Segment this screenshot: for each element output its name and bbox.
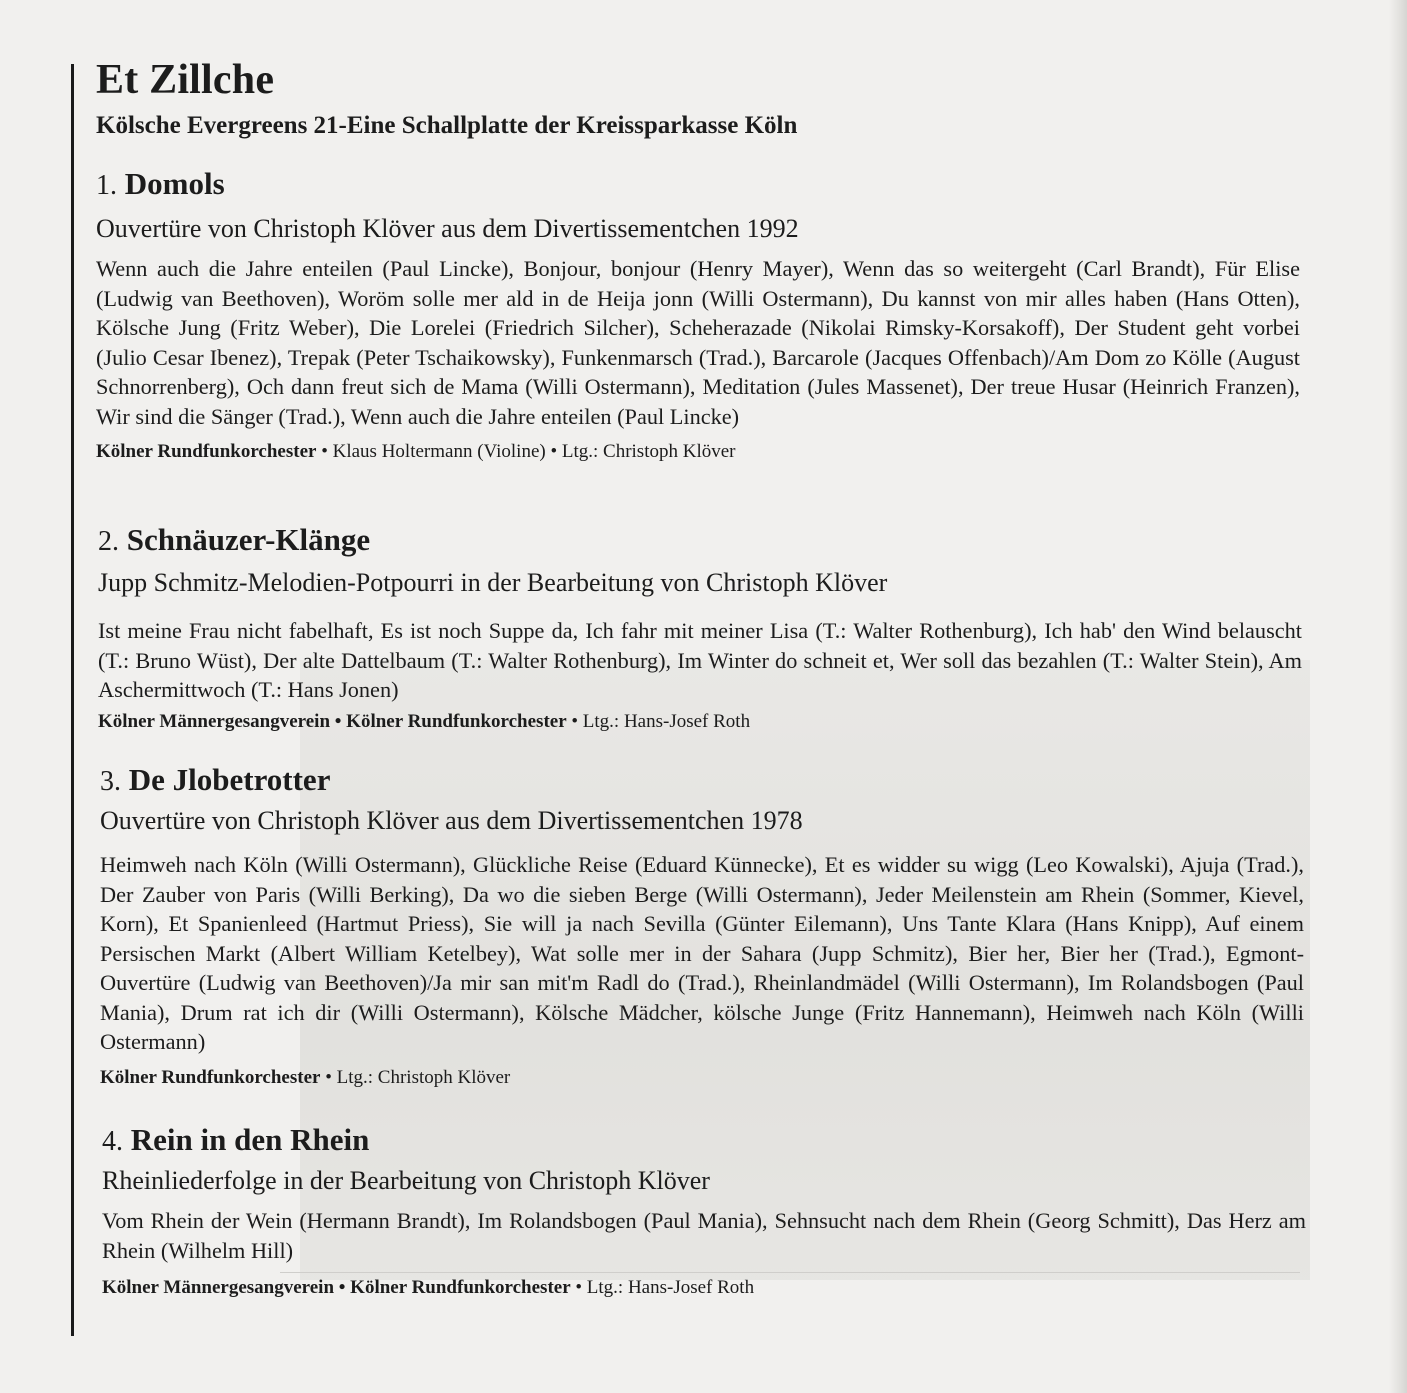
credits-details: • Ltg.: Hans-Josef Roth	[570, 1277, 755, 1298]
track-credits	[100, 1065, 1304, 1091]
booklet-page	[96, 54, 1306, 1298]
track-medley-list: Wenn auch die Jahre enteilen (Paul Lincke), Bonjour, bonjour (Henry Mayer), Wenn das so weitergeht (Carl Brandt), Für Elise (Ludwig van Beethoven), Woröm solle mer ald in de Heija jonn (Willi Ostermann), Du kannst von mir alles haben (Hans Otten), Kölsche Jung (Fritz Weber), Die Lorelei (Friedrich Silcher), Scheherazade (Nikolai Rimsky-Korsakoff), Der Student geht vorbei (Julio Cesar Ibenez), Trepak (Peter Tschaikowsky), Funkenmarsch (Trad.), Barcarole (Jacques Offenbach)/Am Dom zo Kölle (August Schnorrenberg), Och dann freut sich de Mama (Willi Ostermann), Meditation (Jules Massenet), Der treue Husar (Heinrich Franzen), Wir sind die Sänger (Trad.), Wenn auch die Jahre enteilen (Paul Lincke)	[96, 256, 1300, 429]
track-medley-list: Vom Rhein der Wein (Hermann Brandt), Im Rolandsbogen (Paul Mania), Sehnsucht nach dem Rhein (Georg Schmitt), Das Herz am Rhein (Wilhelm Hill)	[102, 1208, 1306, 1263]
credits-details: • Ltg.: Christoph Klöver	[320, 1066, 511, 1088]
track-1	[96, 164, 1300, 465]
credits-performers: Kölner Männergesangverein • Kölner Rundfunkorchester	[102, 1277, 571, 1298]
track-heading	[96, 164, 1300, 206]
track-number: 3.	[100, 766, 121, 797]
track-name: Rein in den Rhein	[130, 1122, 370, 1157]
track-2	[98, 520, 1302, 735]
page-title: Et Zillche	[96, 57, 275, 103]
track-subtitle: Rheinliederfolge in der Bearbeitung von Christoph Klöver	[102, 1166, 710, 1195]
track-number: 2.	[98, 526, 119, 557]
credits-performers: Kölner Rundfunkorchester	[96, 441, 317, 462]
track-subtitle: Ouvertüre von Christoph Klöver aus dem Divertissementchen 1978	[100, 806, 803, 835]
track-medley-list: Heimweh nach Köln (Willi Ostermann), Glückliche Reise (Eduard Künnecke), Et es widder su wigg (Leo Kowalski), Ajuja (Trad.), Der Zauber von Paris (Willi Berking), Da wo die sieben Berge (Willi Ostermann), Jeder Meilenstein am Rhein (Sommer, Kievel, Korn), Et Spanienleed (Hartmut Priess), Sie will ja nach Sevilla (Günter Eilemann), Uns Tante Klara (Hans Knipp), Auf einem Persischen Markt (Albert William Ketelbey), Wat solle mer in der Sahara (Jupp Schmitz), Bier her, Bier her (Trad.), Egmont-Ouvertüre (Ludwig van Beethoven)/Ja mir san mit'm Radl do (Trad.), Rheinlandmädel (Willi Ostermann), Im Rolandsbogen (Paul Mania), Drum rat ich dir (Willi Ostermann), Kölsche Mädcher, kölsche Junge (Fritz Hannemann), Heimweh nach Köln (Willi Ostermann)	[100, 852, 1304, 1054]
credits-performers: Kölner Rundfunkorchester	[100, 1066, 321, 1088]
track-number: 4.	[102, 1126, 123, 1157]
track-credits	[96, 439, 1300, 465]
track-heading	[102, 1120, 1306, 1162]
page-edge	[1389, 0, 1407, 1393]
track-name: Schnäuzer-Klänge	[126, 522, 371, 557]
credits-performers: Kölner Männergesangverein • Kölner Rundfunkorchester	[98, 710, 567, 732]
track-heading	[100, 760, 1304, 802]
track-number: 1.	[96, 170, 117, 201]
track-3	[100, 760, 1304, 1091]
track-credits	[102, 1275, 1306, 1301]
track-medley-list: Ist meine Frau nicht fabelhaft, Es ist noch Suppe da, Ich fahr mit meiner Lisa (T.: Walter Rothenburg), Ich hab' den Wind belauscht (T.: Bruno Wüst), Der alte Dattelbaum (T.: Walter Rothenburg), Im Winter do schneit et, Wer soll das bezahlen (T.: Walter Stein), Am Aschermittwoch (T.: Hans Jonen)	[98, 618, 1302, 702]
left-rule	[71, 64, 74, 1336]
track-subtitle: Jupp Schmitz-Melodien-Potpourri in der Bearbeitung von Christoph Klöver	[98, 568, 888, 597]
track-name: De Jlobetrotter	[128, 762, 331, 797]
track-subtitle: Ouvertüre von Christoph Klöver aus dem Divertissementchen 1992	[96, 214, 799, 243]
track-4	[102, 1120, 1306, 1301]
credits-details: • Klaus Holtermann (Violine) • Ltg.: Christoph Klöver	[316, 441, 736, 462]
page-subtitle: Kölsche Evergreens 21-Eine Schallplatte der Kreissparkasse Köln	[96, 112, 798, 139]
credits-details: • Ltg.: Hans-Josef Roth	[566, 710, 751, 732]
track-heading	[98, 520, 1302, 562]
track-name: Domols	[124, 166, 225, 201]
track-credits	[98, 709, 1302, 735]
